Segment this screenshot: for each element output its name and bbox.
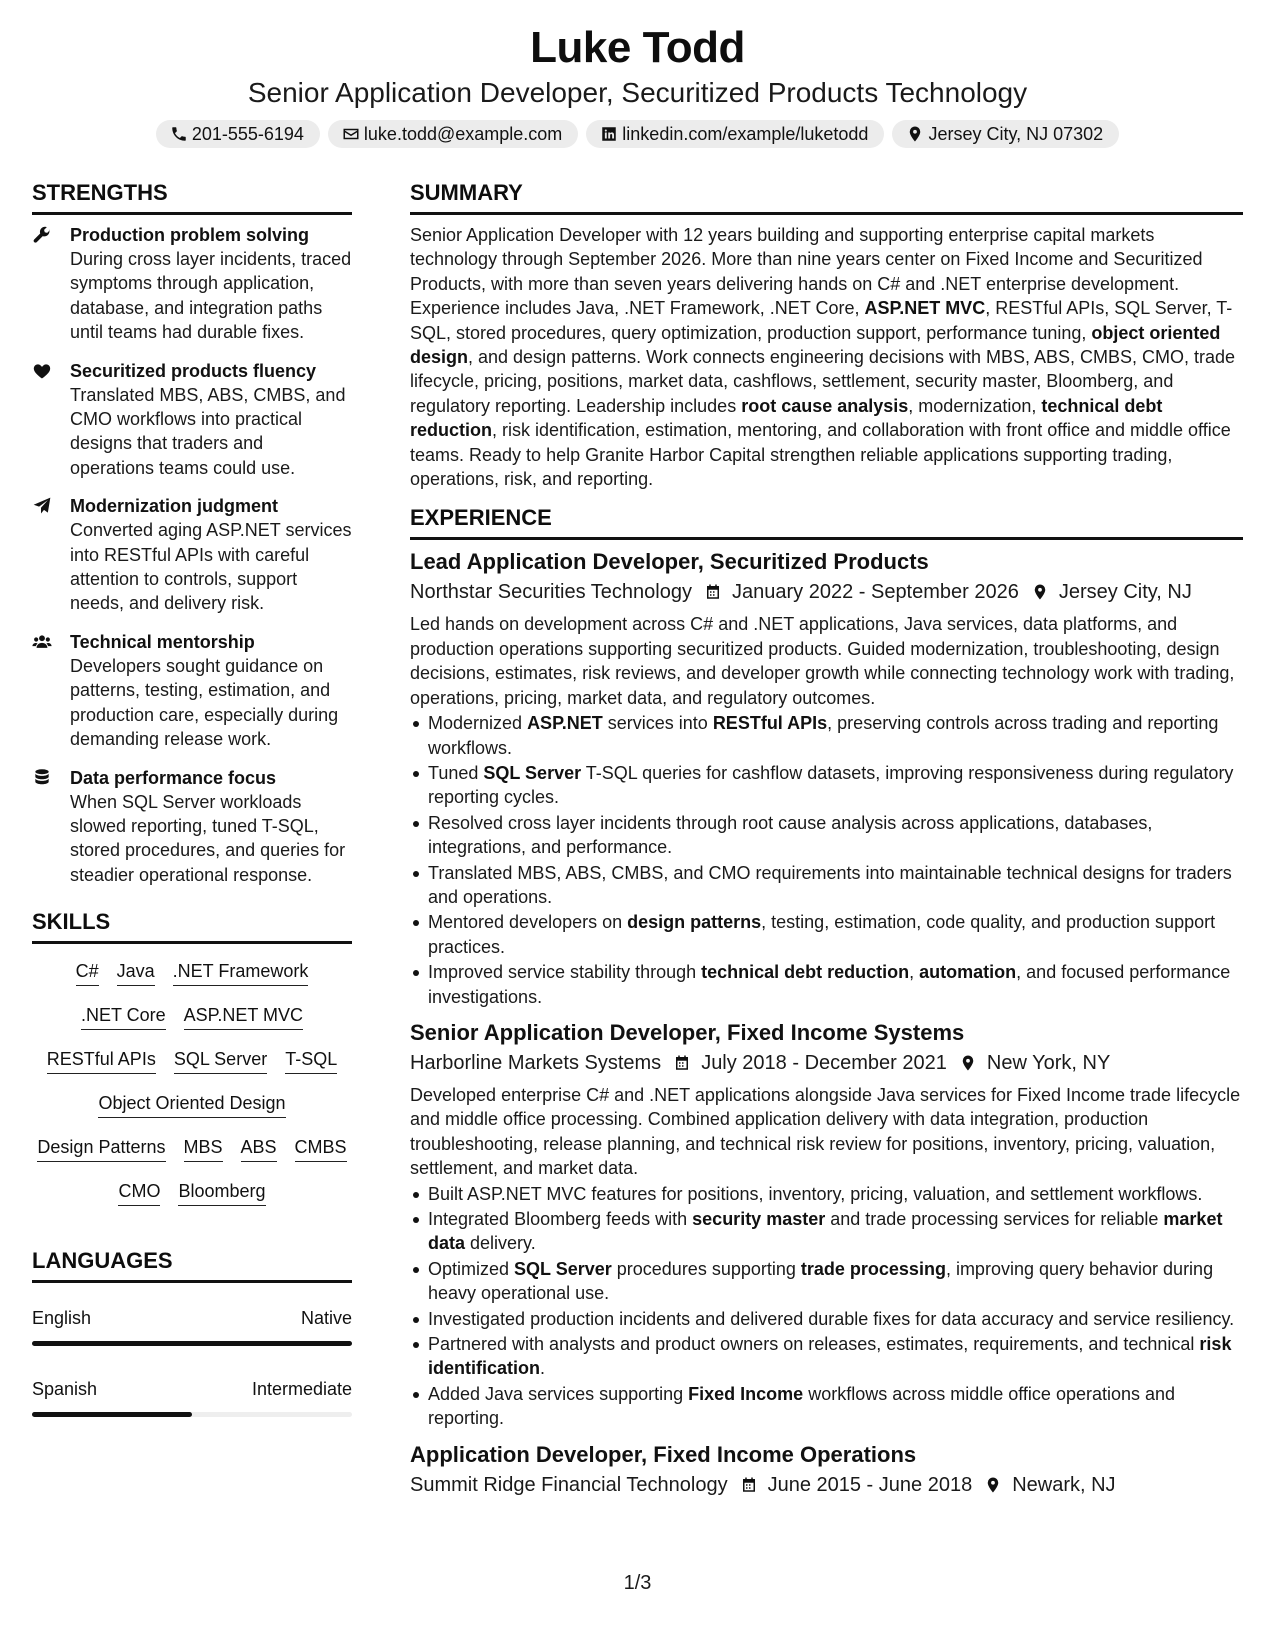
emphasis-text: design patterns [627,912,762,933]
skill-tag: RESTful APIs [47,1048,156,1074]
contact-bar [0,120,1275,148]
contact-email[interactable] [328,120,578,148]
job-bullet [410,711,1243,760]
job-bullets [410,711,1243,1009]
heart-icon [32,361,52,381]
envelope-icon [342,125,360,143]
contact-phone-text: 201-555-6194 [191,124,304,144]
text-run: Mentored developers on [428,912,628,933]
skills-heading: SKILLS [32,909,352,944]
job-bullet [410,761,1243,810]
text-run: , and focused performance investigations. [428,962,1231,1007]
text-run: Added Java services supporting [428,1383,689,1404]
strength-description: Converted aging ASP.NET services into RESTful APIs with careful attention to controls, support needs, and delivery risk. [70,520,352,614]
job-bullet [410,861,1243,910]
languages-heading: LANGUAGES [32,1248,352,1283]
wrench-icon [32,225,52,245]
emphasis-text: SQL Server [514,1258,612,1279]
map-pin-icon [1031,583,1049,601]
job-company: Harborline Markets Systems [410,1051,662,1074]
emphasis-text: automation [919,962,1017,983]
text-run: workflows across middle office operations and reporting. [428,1383,1176,1429]
calendar-icon [704,583,722,601]
page-number: 1/3 [623,1572,652,1594]
strength-item [32,766,352,888]
text-run: , modernization, [908,395,1042,416]
strength-description: Translated MBS, ABS, CMBS, and CMO workflows into practical designs that traders and operations teams could use. [70,384,346,478]
text-run: delivery. [465,1233,536,1254]
language-item [32,1307,352,1346]
text-run: Integrated Bloomberg feeds with [428,1209,693,1229]
left-column [32,180,352,1417]
skill-tag: MBS [184,1136,223,1162]
job-bullet [410,811,1243,860]
strength-heading: Production problem solving [70,225,310,245]
job-bullet [410,1207,1243,1256]
skill-tag: .NET Framework [173,960,309,986]
calendar-icon [673,1054,691,1072]
strength-item [32,630,352,752]
text-run: , preserving controls across trading and reporting workflows. [428,713,1219,758]
emphasis-text: security master [692,1209,826,1229]
language-name: English [32,1308,92,1329]
strength-item [32,359,352,481]
job-title: Lead Application Developer, Securitized Products [410,549,929,575]
job-entry [410,548,1243,1009]
text-run: Partnered with analysts and product owners on releases, estimates, requirements, and technical [428,1334,1200,1355]
job-bullet [410,1382,1243,1431]
strength-description: When SQL Server workloads slowed reporting, tuned T-SQL, stored procedures, and queries for steadier operational response. [70,791,346,885]
language-proficiency-bar [32,1412,352,1417]
job-meta [410,1049,1243,1077]
map-pin-icon [906,125,924,143]
job-company: Northstar Securities Technology [410,581,692,604]
job-title: Application Developer, Fixed Income Operations [410,1441,917,1467]
emphasis-text: technical debt reduction [410,395,1163,441]
resume-header [0,22,1275,148]
strength-heading: Modernization judgment [70,496,278,517]
text-run: Resolved cross layer incidents through root cause analysis across applications, databases, integrations, and performance. [428,812,1153,858]
job-description: Developed enterprise C# and .NET applications alongside Java services for Fixed Income trade lifecycle and middle office processing. Combined application delivery with data integration, production troubleshooting, release planning, and technical risk review for positions, inventory, pricing, valuation, settlement, and market data. [410,1084,1241,1179]
text-run: T-SQL queries for cashflow datasets, improving responsiveness during regulatory reporting cycles. [428,762,1234,808]
job-location: Newark, NJ [1012,1473,1116,1496]
job-bullet [410,1307,1243,1331]
contact-location-text: Jersey City, NJ 07302 [928,124,1104,144]
users-icon [32,632,52,652]
database-icon [32,768,52,788]
emphasis-text: Fixed Income [688,1383,804,1404]
text-run: , improving query behavior during heavy operational use. [428,1258,1214,1304]
language-proficiency-bar [32,1341,352,1346]
calendar-icon [740,1476,758,1494]
language-level: Native [300,1308,352,1329]
job-dates: June 2015 - June 2018 [767,1473,973,1496]
phone-icon [170,125,188,143]
experience-heading: EXPERIENCE [410,505,1243,540]
emphasis-text: ASP.NET MVC [864,298,986,319]
skill-tag: .NET Core [81,1004,166,1030]
contact-location [892,120,1119,148]
summary-heading: SUMMARY [410,180,1243,215]
job-bullet [410,960,1243,1009]
job-location: Jersey City, NJ [1058,581,1192,604]
skill-tag: Java [117,960,155,986]
strength-heading: Data performance focus [70,767,277,788]
paper-plane-icon [32,496,52,516]
summary-text [410,223,1243,491]
experience-list [410,548,1243,1498]
text-run: , risk identification, estimation, mentoring, and collaboration with front office and middle office teams. Ready to help Granite Harbor Capital strengthen reliable applications supporting trading, operations, risk, and reporting. [410,420,1231,490]
strength-heading: Technical mentorship [70,631,255,652]
emphasis-text: technical debt reduction [701,962,910,983]
skill-tag: ASP.NET MVC [184,1004,303,1030]
contact-email-text: luke.todd@example.com [363,124,563,144]
job-title: Senior Application Developer, Fixed Income Systems [410,1019,965,1045]
job-location: New York, NY [986,1051,1111,1074]
job-company: Summit Ridge Financial Technology [410,1473,728,1496]
job-dates: July 2018 - December 2021 [701,1051,947,1074]
language-item [32,1378,352,1417]
emphasis-text: SQL Server [483,762,582,783]
candidate-title: Senior Application Developer, Securitized Products Technology [247,77,1028,108]
text-run: , RESTful APIs, SQL Server, T-SQL, stored procedures, query optimization, production support, performance tuning, [410,298,1233,343]
emphasis-text: trade processing [800,1258,946,1279]
skill-tag: C# [76,960,99,986]
emphasis-text: ASP.NET [527,713,603,734]
text-run: Optimized [428,1258,515,1279]
language-proficiency-fill [32,1412,192,1417]
skill-tag: Bloomberg [178,1180,265,1206]
skills-list [32,952,352,1206]
job-bullet [410,910,1243,959]
skill-tag: Object Oriented Design [98,1092,285,1118]
emphasis-text: risk identification [428,1334,1232,1379]
job-bullets [410,1182,1243,1431]
text-run: , testing, estimation, code quality, and production support practices. [428,912,1216,957]
skill-tag: CMO [118,1180,160,1206]
text-run: Improved service stability through [428,962,702,983]
strength-description: Developers sought guidance on patterns, testing, estimation, and production care, especially during demanding release work. [70,655,339,750]
map-pin-icon [959,1054,977,1072]
strength-description: During cross layer incidents, traced symptoms through application, database, and integration paths until teams had durable fixes. [70,249,352,343]
text-run: Modernized [428,713,528,734]
text-run: . [540,1358,546,1379]
language-level: Intermediate [251,1379,352,1400]
emphasis-text: RESTful APIs [712,713,828,734]
text-run: Built ASP.NET MVC features for positions, inventory, pricing, valuation, and settlement workflows. [428,1183,1203,1204]
emphasis-text: root cause analysis [741,395,909,416]
language-proficiency-fill [32,1341,352,1346]
skill-tag: Design Patterns [37,1136,165,1162]
strength-item [32,223,352,345]
job-meta [410,578,1243,606]
job-dates: January 2022 - September 2026 [732,581,1019,604]
text-run: , [909,962,920,983]
emphasis-text: object oriented design [410,322,1221,368]
strength-heading: Securitized products fluency [70,360,317,381]
skill-tag: SQL Server [174,1048,267,1074]
text-run: Tuned [428,762,484,783]
text-run: Translated MBS, ABS, CMBS, and CMO requirements into maintainable technical designs for traders and operations. [428,862,1232,907]
emphasis-text: market data [428,1209,1223,1254]
text-run: Senior Application Developer with 12 years building and supporting enterprise capital markets technology through September 2026. More than nine years center on Fixed Income and Securitized Products, with more than seven years delivering hands on C# and .NET enterprise development. Experience includes Java, .NET Framework, .NET Core, [410,225,1203,319]
right-column [410,180,1243,1499]
linkedin-icon [600,125,618,143]
job-bullet [410,1182,1243,1206]
job-meta [410,1471,1243,1499]
text-run: and trade processing services for reliable [825,1209,1164,1229]
skill-tag: T-SQL [285,1048,337,1074]
language-name: Spanish [32,1379,98,1400]
contact-phone[interactable] [156,120,320,148]
text-run: procedures supporting [611,1258,801,1279]
strength-item [32,494,352,616]
job-description: Led hands on development across C# and .NET applications, Java services, data platforms, and production operations supporting securitized products. Guided modernization, troubleshooting, design decisions, estimates, risk reviews, and developer growth while connecting technology work with trading, operations, pricing, market data, and regulatory outcomes. [410,614,1235,708]
contact-linkedin-text: linkedin.com/example/luketodd [622,124,869,144]
skill-tag: CMBS [295,1136,347,1162]
strengths-heading: STRENGTHS [32,180,352,215]
contact-linkedin[interactable] [586,120,884,148]
candidate-name: Luke Todd [530,23,745,72]
text-run: services into [602,713,713,734]
job-entry [410,1441,1243,1499]
job-entry [410,1019,1243,1431]
job-bullet [410,1332,1243,1381]
map-pin-icon [984,1476,1002,1494]
job-bullet [410,1257,1243,1306]
text-run: Investigated production incidents and delivered durable fixes for data accuracy and service resiliency. [428,1308,1235,1329]
skill-tag: ABS [241,1136,277,1162]
text-run: , and design patterns. Work connects engineering decisions with MBS, ABS, CMBS, CMO, trade lifecycle, pricing, positions, market data, cashflows, settlement, security master, Bloomberg, and regulatory reporting. Leadership includes [410,347,1236,416]
